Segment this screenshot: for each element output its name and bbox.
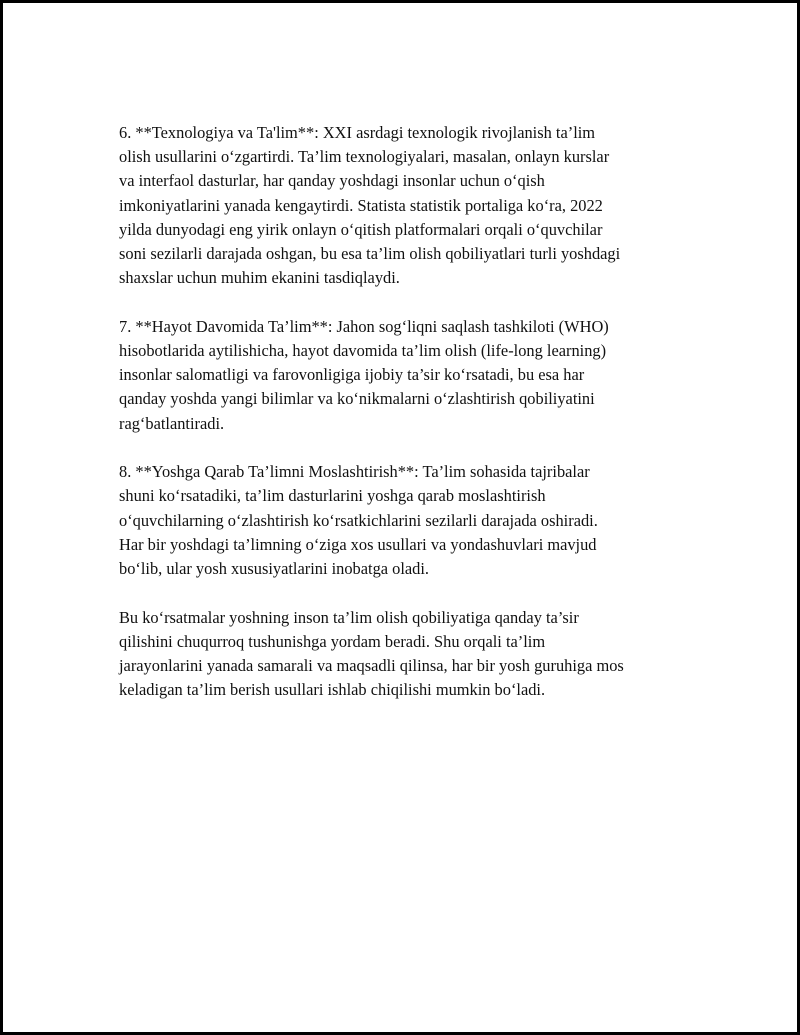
text-line: Bu ko‘rsatmalar yoshning inson ta’lim olish qobiliyatiga qanday ta’sir (119, 607, 579, 627)
text-line: rag‘batlantiradi. (119, 413, 225, 433)
text-line: shaxslar uchun muhim ekanini tasdiqlaydi. (119, 268, 400, 288)
text-line: shuni ko‘rsatadiki, ta’lim dasturlarini yoshga qarab moslashtirish (119, 486, 546, 506)
paragraph-age-adapted-education (119, 460, 699, 581)
paragraph-technology-and-education (119, 121, 699, 290)
text-line: qanday yoshda yangi bilimlar va ko‘nikmalarni o‘zlashtirish qobiliyatini (119, 389, 595, 409)
paragraph-conclusion (119, 606, 699, 703)
text-line: Har bir yoshdagi ta’limning o‘ziga xos usullari va yondashuvlari mavjud (119, 534, 597, 554)
text-line: bo‘lib, ular yosh xususiyatlarini inobatga oladi. (119, 559, 430, 579)
text-line: soni sezilarli darajada oshgan, bu esa ta’lim olish qobiliyatlari turli yoshdagi (119, 244, 621, 264)
text-line: o‘quvchilarning o‘zlashtirish ko‘rsatkichlarini sezilarli darajada oshiradi. (119, 510, 598, 530)
document-body (119, 121, 699, 727)
text-line: qilishini chuqurroq tushunishga yordam beradi. Shu orqali ta’lim (119, 631, 546, 651)
text-line: yilda dunyodagi eng yirik onlayn o‘qitish platformalari orqali o‘quvchilar (119, 219, 603, 239)
text-line: 6. **Texnologiya va Ta'lim**: XXI asrdagi texnologik rivojlanish ta’lim (119, 123, 596, 142)
text-line: imkoniyatlarini yanada kengaytirdi. Statista statistik portaliga ko‘ra, 2022 (119, 195, 603, 215)
paragraph-lifelong-education (119, 315, 699, 436)
text-line: hisobotlarida aytilishicha, hayot davomida ta’lim olish (life-long learning) (119, 341, 607, 361)
text-line: olish usullarini o‘zgartirdi. Ta’lim texnologiyalari, masalan, onlayn kurslar (119, 147, 610, 167)
text-line: 7. **Hayot Davomida Ta’lim**: Jahon sog‘liqni saqlash tashkiloti (WHO) (119, 316, 609, 336)
text-line: jarayonlarini yanada samarali va maqsadli qilinsa, har bir yosh guruhiga mos (119, 656, 624, 676)
text-line: va interfaol dasturlar, har qanday yoshdagi insonlar uchun o‘qish (119, 171, 545, 191)
text-line: 8. **Yoshga Qarab Ta’limni Moslashtirish**: Ta’lim sohasida tajribalar (119, 462, 590, 482)
text-line: insonlar salomatligi va farovonligiga ijobiy ta’sir ko‘rsatadi, bu esa har (119, 365, 585, 385)
text-line: keladigan ta’lim berish usullari ishlab chiqilishi mumkin bo‘ladi. (119, 680, 546, 700)
